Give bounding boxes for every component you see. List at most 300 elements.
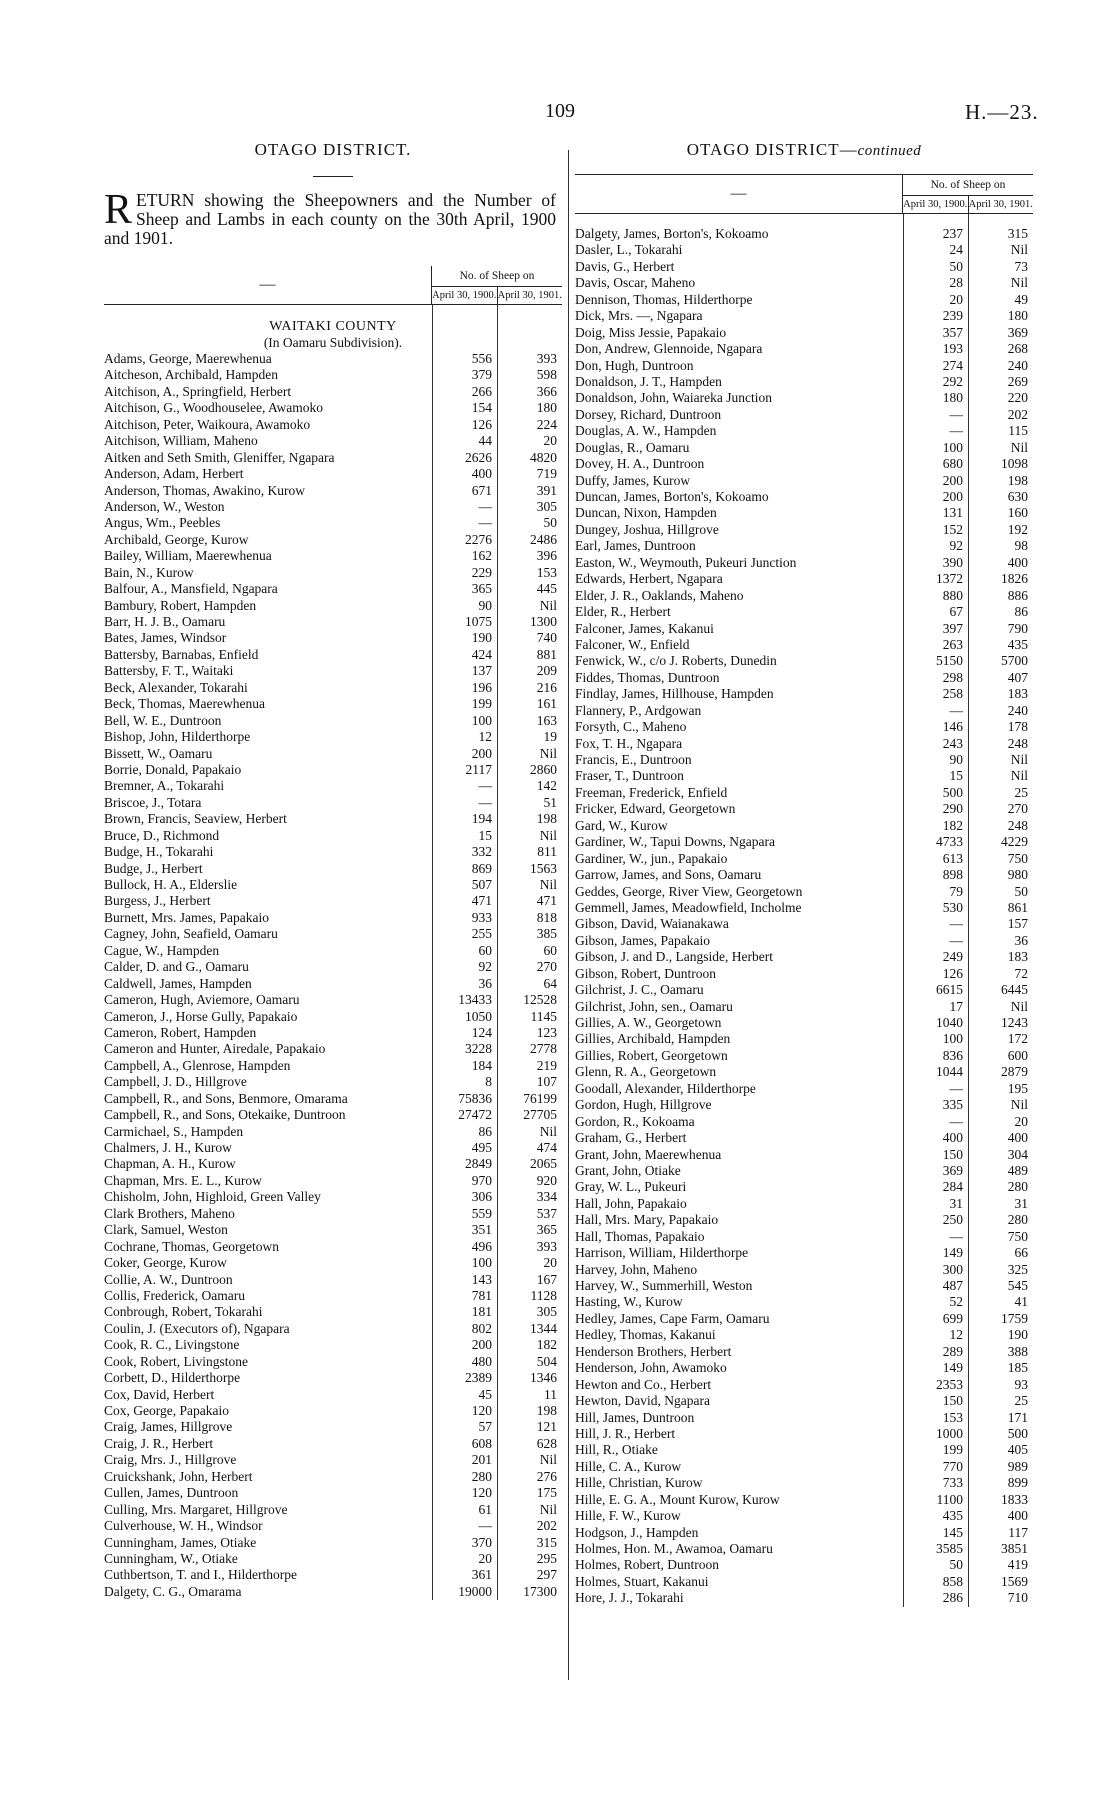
owner-name: Bell, W. E., Duntroon — [104, 712, 222, 728]
sheep-1900: 19000 — [458, 1583, 492, 1599]
table-row — [104, 1370, 562, 1386]
table-row — [104, 1272, 562, 1288]
sheep-1901: Nil — [539, 597, 557, 613]
sheep-1901: 628 — [536, 1435, 557, 1451]
sheep-1901: 790 — [1007, 620, 1028, 636]
table-row — [104, 1502, 562, 1518]
sheep-1901: 2486 — [530, 531, 557, 547]
table-row — [104, 1419, 562, 1435]
table-row — [575, 1179, 1033, 1195]
sheep-1901: 297 — [536, 1567, 557, 1583]
owner-name: Cook, Robert, Livingstone — [104, 1353, 248, 1369]
sheep-1901: 220 — [1007, 390, 1028, 406]
sheep-1900: 289 — [942, 1343, 963, 1359]
table-row — [104, 959, 562, 975]
table-row — [575, 768, 1033, 784]
sheep-1900: — — [478, 778, 492, 794]
table-row — [104, 680, 562, 696]
sheep-1900: 3228 — [465, 1041, 492, 1057]
sheep-1900: 496 — [471, 1238, 492, 1254]
sheep-1900: 152 — [942, 521, 963, 537]
owner-name: Grant, John, Otiake — [575, 1162, 681, 1178]
sheep-1901: 1098 — [1001, 456, 1028, 472]
table-row — [104, 1535, 562, 1551]
owner-name: Gardiner, W., jun., Papakaio — [575, 850, 728, 866]
sheep-1901: 50 — [543, 515, 557, 531]
header-1901: April 30, 1901. — [968, 199, 1033, 210]
sheep-1901: 192 — [1007, 521, 1028, 537]
page-number: 109 — [545, 100, 575, 122]
owner-name: Archibald, George, Kurow — [104, 531, 249, 547]
sheep-1900: 836 — [942, 1047, 963, 1063]
owner-name: Bain, N., Kurow — [104, 564, 194, 580]
sheep-1900: 249 — [942, 949, 963, 965]
owner-name: Beck, Alexander, Tokarahi — [104, 679, 248, 695]
table-row — [575, 522, 1033, 538]
sheep-1901: 1563 — [530, 860, 557, 876]
sheep-1900: 79 — [949, 883, 963, 899]
table-row — [575, 686, 1033, 702]
sheep-1901: 989 — [1007, 1458, 1028, 1474]
table-row — [104, 795, 562, 811]
return-intro — [104, 187, 562, 248]
sheep-1901: 36 — [1014, 932, 1028, 948]
sheep-1900: — — [949, 406, 963, 422]
sheep-1901: 1344 — [530, 1320, 557, 1336]
table-row — [104, 1485, 562, 1501]
owner-name: Doig, Miss Jessie, Papakaio — [575, 324, 727, 340]
sheep-1900: 44 — [478, 433, 492, 449]
sheep-1900: 15 — [478, 827, 492, 843]
sheep-1900: — — [949, 916, 963, 932]
owner-name: Hille, C. A., Kurow — [575, 1458, 682, 1474]
sheep-1900: 31 — [949, 1195, 963, 1211]
table-row — [575, 1327, 1033, 1343]
sheep-1901: Nil — [1010, 768, 1028, 784]
sheep-1900: 2389 — [465, 1370, 492, 1386]
owner-name: Forsyth, C., Maheno — [575, 719, 687, 735]
owner-name: Easton, W., Weymouth, Pukeuri Junction — [575, 554, 797, 570]
sheep-1900: 124 — [471, 1024, 492, 1040]
sheep-1901: 60 — [543, 942, 557, 958]
sheep-1901: 20 — [543, 433, 557, 449]
owner-name: Cagney, John, Seafield, Oamaru — [104, 926, 278, 942]
sheep-1900: 306 — [471, 1189, 492, 1205]
sheep-1900: 52 — [949, 1294, 963, 1310]
owner-name: Donaldson, John, Waiareka Junction — [575, 390, 773, 406]
owner-name: Collis, Frederick, Oamaru — [104, 1287, 245, 1303]
owner-name: Holmes, Hon. M., Awamoa, Oamaru — [575, 1541, 773, 1556]
table-row — [575, 588, 1033, 604]
sheep-1901: 198 — [536, 1403, 557, 1418]
intro-text: ETURN showing the Sheepowners and the Number of Sheep and Lambs in each county on the 30th April, 1900 and 1901. — [104, 190, 556, 248]
sheep-1900: 67 — [949, 604, 963, 620]
owner-name: Hall, John, Papakaio — [575, 1195, 687, 1211]
sheep-1900: — — [949, 1228, 963, 1244]
sheep-1901: 500 — [1007, 1425, 1028, 1441]
sheep-1900: 274 — [942, 357, 963, 373]
table-row — [575, 1097, 1033, 1113]
table-row — [575, 1475, 1033, 1491]
table-row — [575, 637, 1033, 653]
table-row — [575, 801, 1033, 817]
sheep-1901: 295 — [536, 1550, 557, 1566]
owner-name: Battersby, F. T., Waitaki — [104, 663, 234, 679]
owner-name: Geddes, George, River View, Georgetown — [575, 883, 803, 899]
owner-name: Hore, J. J., Tokarahi — [575, 1590, 684, 1606]
table-row — [104, 1124, 562, 1140]
table-row — [575, 1574, 1033, 1590]
table-row — [104, 696, 562, 712]
table-row — [575, 374, 1033, 390]
table-row — [104, 1189, 562, 1205]
sheep-1901: 3851 — [1001, 1541, 1028, 1556]
sheep-1901: 6445 — [1001, 982, 1028, 998]
sheep-1900: 286 — [942, 1590, 963, 1606]
sheep-1900: 335 — [942, 1097, 963, 1113]
owner-name: Clark Brothers, Maheno — [104, 1205, 235, 1221]
table-row — [104, 746, 562, 762]
sheep-1900: 57 — [478, 1419, 492, 1435]
owner-name: Cameron, Robert, Hampden — [104, 1024, 257, 1040]
table-row — [104, 1387, 562, 1403]
sheep-1900: 351 — [471, 1222, 492, 1238]
table-row — [104, 844, 562, 860]
intro-dropcap: R — [104, 187, 133, 233]
table-row — [575, 1212, 1033, 1228]
table-row — [104, 1074, 562, 1090]
table-row — [104, 1255, 562, 1271]
sheep-1900: 61 — [478, 1501, 492, 1517]
table-row — [104, 762, 562, 778]
table-row — [104, 1222, 562, 1238]
sheep-1901: 5700 — [1001, 653, 1028, 669]
owner-name: Campbell, R., and Sons, Otekaike, Duntroon — [104, 1107, 346, 1123]
table-row — [575, 456, 1033, 472]
owner-name: Fenwick, W., c/o J. Roberts, Dunedin — [575, 653, 777, 669]
table-row — [104, 1091, 562, 1107]
owner-name: Harrison, William, Hilderthorpe — [575, 1245, 749, 1261]
sheep-1900: 781 — [471, 1287, 492, 1303]
sheep-1900: 200 — [471, 745, 492, 761]
sheep-1900: 20 — [478, 1550, 492, 1566]
owner-name: Hille, Christian, Kurow — [575, 1475, 703, 1491]
sheep-1900: 13433 — [458, 992, 492, 1008]
owner-name: Chapman, Mrs. E. L., Kurow — [104, 1172, 262, 1188]
owner-name: Culverhouse, W. H., Windsor — [104, 1518, 263, 1534]
owner-name: Flannery, P., Ardgowan — [575, 702, 702, 718]
sheep-1900: 154 — [471, 400, 492, 416]
sheep-1900: 263 — [942, 636, 963, 652]
owner-name: Burnett, Mrs. James, Papakaio — [104, 909, 269, 925]
table-row — [104, 992, 562, 1008]
sheep-1901: 167 — [536, 1271, 557, 1287]
sheep-1900: 559 — [471, 1205, 492, 1221]
sheep-1901: 268 — [1007, 341, 1028, 357]
owner-name: Dasler, L., Tokarahi — [575, 242, 683, 258]
sheep-1901: 198 — [1007, 472, 1028, 488]
sheep-1900: 200 — [942, 472, 963, 488]
table-row — [104, 663, 562, 679]
sheep-1900: 933 — [471, 909, 492, 925]
sheep-1901: 183 — [1007, 949, 1028, 965]
owner-name: Gilchrist, J. C., Oamaru — [575, 982, 704, 998]
sheep-1901: 504 — [536, 1353, 557, 1369]
sheep-1901: 51 — [543, 794, 557, 810]
sheep-1900: 424 — [471, 646, 492, 662]
table-row — [575, 1196, 1033, 1212]
sheep-1901: 400 — [1007, 554, 1028, 570]
owner-name: Don, Hugh, Duntroon — [575, 357, 694, 373]
table-row — [104, 1403, 562, 1419]
table-row — [104, 1567, 562, 1583]
table-row — [104, 417, 562, 433]
owner-name: Dovey, H. A., Duntroon — [575, 456, 705, 472]
sheep-1901: 123 — [536, 1024, 557, 1040]
sheep-1900: 120 — [471, 1403, 492, 1418]
owner-name: Carmichael, S., Hampden — [104, 1123, 244, 1139]
table-row — [575, 1344, 1033, 1360]
sheep-1901: 369 — [1007, 324, 1028, 340]
sheep-1900: — — [478, 1518, 492, 1534]
sheep-1900: 50 — [949, 258, 963, 274]
table-row — [575, 834, 1033, 850]
owner-name: Henderson Brothers, Herbert — [575, 1343, 732, 1359]
sheep-1901: 396 — [536, 548, 557, 564]
sheep-1900: 3585 — [936, 1541, 963, 1556]
table-row — [104, 630, 562, 646]
sheep-1901: 171 — [1007, 1409, 1028, 1425]
table-row — [575, 818, 1033, 834]
sheep-1900: 200 — [471, 1337, 492, 1353]
sheep-1900: 17 — [949, 998, 963, 1014]
sheep-1901: 445 — [536, 581, 557, 597]
sheep-1901: 209 — [536, 663, 557, 679]
sheep-1900: 100 — [942, 439, 963, 455]
owner-name: Duffy, James, Kurow — [575, 472, 691, 488]
sheep-1900: 250 — [942, 1212, 963, 1228]
table-row — [575, 1377, 1033, 1393]
sheep-1901: 270 — [536, 959, 557, 975]
table-row — [575, 1426, 1033, 1442]
sheep-1901: 25 — [1014, 1393, 1028, 1409]
sheep-1901: 385 — [536, 926, 557, 942]
owner-name: Battersby, Barnabas, Enfield — [104, 646, 259, 662]
sheep-1900: — — [949, 702, 963, 718]
sheep-1901: 195 — [1007, 1080, 1028, 1096]
sheep-1901: 172 — [1007, 1031, 1028, 1047]
right-table-header — [575, 174, 1033, 214]
owner-name: Edwards, Herbert, Ngapara — [575, 571, 723, 587]
sheep-1901: 4820 — [530, 449, 557, 465]
sheep-1901: 270 — [1007, 801, 1028, 817]
owner-name: Glenn, R. A., Georgetown — [575, 1064, 717, 1080]
table-row — [575, 358, 1033, 374]
owner-name: Freeman, Frederick, Enfield — [575, 784, 728, 800]
sheep-1901: 49 — [1014, 291, 1028, 307]
table-row — [575, 571, 1033, 587]
sheep-1901: 190 — [1007, 1327, 1028, 1343]
sheep-1900: 100 — [942, 1031, 963, 1047]
owner-name: Craig, James, Hillgrove — [104, 1419, 233, 1435]
sheep-1901: 474 — [536, 1140, 557, 1155]
owner-name: Bremner, A., Tokarahi — [104, 778, 225, 794]
sheep-1901: Nil — [1010, 439, 1028, 455]
owner-name: Bissett, W., Oamaru — [104, 745, 213, 761]
table-row — [575, 785, 1033, 801]
sheep-1901: Nil — [539, 1452, 557, 1468]
table-row — [104, 1452, 562, 1468]
owner-name: Hill, J. R., Herbert — [575, 1425, 676, 1441]
owner-name: Budge, J., Herbert — [104, 860, 203, 876]
table-row — [575, 1492, 1033, 1508]
table-row — [104, 926, 562, 942]
table-row — [575, 242, 1033, 258]
table-row — [575, 982, 1033, 998]
sheep-1900: 15 — [949, 768, 963, 784]
owner-name: Holmes, Stuart, Kakanui — [575, 1573, 709, 1589]
table-row — [575, 916, 1033, 932]
owner-name: Gillies, Robert, Georgetown — [575, 1047, 728, 1063]
owner-name: Coker, George, Kurow — [104, 1255, 227, 1271]
sheep-1900: 898 — [942, 867, 963, 883]
table-row — [575, 604, 1033, 620]
table-row — [575, 538, 1033, 554]
table-row — [575, 341, 1033, 357]
table-row — [104, 400, 562, 416]
sheep-1901: 1346 — [530, 1370, 557, 1386]
sheep-1900: 292 — [942, 373, 963, 389]
sheep-1901: 4229 — [1001, 834, 1028, 850]
sheep-1900: 190 — [471, 630, 492, 646]
sheep-1900: 357 — [942, 324, 963, 340]
table-row — [575, 1278, 1033, 1294]
sheep-1901: 157 — [1007, 916, 1028, 932]
sheep-1901: 710 — [1007, 1590, 1028, 1606]
sheep-1901: Nil — [539, 827, 557, 843]
table-row — [104, 1009, 562, 1025]
table-row — [104, 811, 562, 827]
sheep-1900: 60 — [478, 942, 492, 958]
sheep-1901: 76199 — [523, 1090, 557, 1106]
owner-name: Coulin, J. (Executors of), Ngapara — [104, 1320, 290, 1336]
sheep-1900: 1100 — [936, 1491, 963, 1507]
owner-name: Dick, Mrs. —, Ngapara — [575, 308, 703, 324]
owner-name: Hedley, Thomas, Kakanui — [575, 1327, 716, 1343]
sheep-1901: 20 — [1014, 1113, 1028, 1129]
sheep-1900: 671 — [471, 482, 492, 498]
sheep-1900: 149 — [942, 1245, 963, 1261]
owner-name: Cox, David, Herbert — [104, 1386, 215, 1402]
header-dash: — — [259, 276, 276, 293]
sheep-1900: 1075 — [465, 614, 492, 629]
sheep-1901: 325 — [1007, 1261, 1028, 1277]
sheep-1900: 1044 — [936, 1064, 963, 1080]
owner-name: Fiddes, Thomas, Duntroon — [575, 669, 720, 685]
sheep-1900: 379 — [471, 367, 492, 383]
table-row — [575, 1525, 1033, 1541]
owner-name: Dungey, Joshua, Hillgrove — [575, 521, 719, 537]
table-row — [104, 1469, 562, 1485]
sheep-1900: 126 — [471, 416, 492, 432]
sheep-1901: 1128 — [530, 1287, 557, 1303]
sheep-1900: — — [478, 794, 492, 810]
sheep-1901: 899 — [1007, 1475, 1028, 1491]
table-row — [575, 555, 1033, 571]
table-row — [104, 1156, 562, 1172]
owner-name: Aitchison, Peter, Waikoura, Awamoko — [104, 416, 311, 432]
sheep-1901: 121 — [536, 1419, 557, 1435]
table-row — [575, 1081, 1033, 1097]
table-row — [104, 1107, 562, 1123]
sheep-1901: 388 — [1007, 1343, 1028, 1359]
owner-name: Brown, Francis, Seaview, Herbert — [104, 811, 287, 827]
owner-name: Cruickshank, John, Herbert — [104, 1468, 253, 1484]
owner-name: Fricker, Edward, Georgetown — [575, 801, 736, 817]
owner-name: Balfour, A., Mansfield, Ngapara — [104, 581, 278, 597]
owner-name: Cunningham, James, Otiake — [104, 1534, 257, 1550]
sheep-1900: 92 — [949, 538, 963, 554]
table-row — [575, 1114, 1033, 1130]
sheep-1900: 90 — [949, 752, 963, 767]
owner-name: Earl, James, Duntroon — [575, 538, 696, 554]
sheep-1900: 201 — [471, 1452, 492, 1468]
sheep-1901: 400 — [1007, 1130, 1028, 1146]
table-row — [104, 1239, 562, 1255]
owner-name: Aitchison, G., Woodhouselee, Awamoko — [104, 400, 324, 416]
owner-name: Corbett, D., Hilderthorpe — [104, 1370, 241, 1386]
owner-name: Gibson, J. and D., Langside, Herbert — [575, 949, 773, 965]
sheep-1901: 117 — [1008, 1524, 1028, 1540]
sheep-1901: Nil — [1010, 1097, 1028, 1113]
owner-name: Cullen, James, Duntroon — [104, 1485, 239, 1501]
sheep-1901: 305 — [536, 498, 557, 514]
sheep-1901: 2860 — [530, 761, 557, 777]
table-row — [575, 1410, 1033, 1426]
sheep-1900: — — [949, 1113, 963, 1129]
owner-name: Duncan, Nixon, Hampden — [575, 505, 717, 521]
owner-name: Cameron and Hunter, Airedale, Papakaio — [104, 1041, 326, 1057]
owner-name: Hill, James, Duntroon — [575, 1409, 695, 1425]
owner-name: Gard, W., Kurow — [575, 817, 668, 833]
owner-name: Duncan, James, Borton's, Kokoamo — [575, 489, 769, 504]
sheep-1901: 861 — [1007, 899, 1028, 915]
table-row — [575, 653, 1033, 669]
owner-name: Cox, George, Papakaio — [104, 1403, 229, 1418]
sheep-1900: — — [478, 498, 492, 514]
sheep-1901: 1833 — [1001, 1491, 1028, 1507]
table-row — [575, 226, 1033, 242]
owner-name: Barr, H. J. B., Oamaru — [104, 614, 226, 629]
sheep-1900: 92 — [478, 959, 492, 975]
sheep-1900: 5150 — [936, 653, 963, 669]
sheep-1900: 162 — [471, 548, 492, 564]
sheep-1900: 370 — [471, 1534, 492, 1550]
table-row — [575, 621, 1033, 637]
sheep-1900: 153 — [942, 1409, 963, 1425]
table-row — [104, 861, 562, 877]
table-row — [575, 1311, 1033, 1327]
table-row — [575, 719, 1033, 735]
sheep-1901: Nil — [539, 1501, 557, 1517]
owner-name: Bullock, H. A., Elderslie — [104, 877, 238, 892]
sheep-1900: 435 — [942, 1508, 963, 1524]
owner-name: Falconer, W., Enfield — [575, 636, 690, 652]
sheep-1901: 471 — [536, 893, 557, 909]
sheep-1900: 290 — [942, 801, 963, 817]
sheep-1901: 73 — [1014, 258, 1028, 274]
sheep-1901: Nil — [539, 877, 557, 892]
